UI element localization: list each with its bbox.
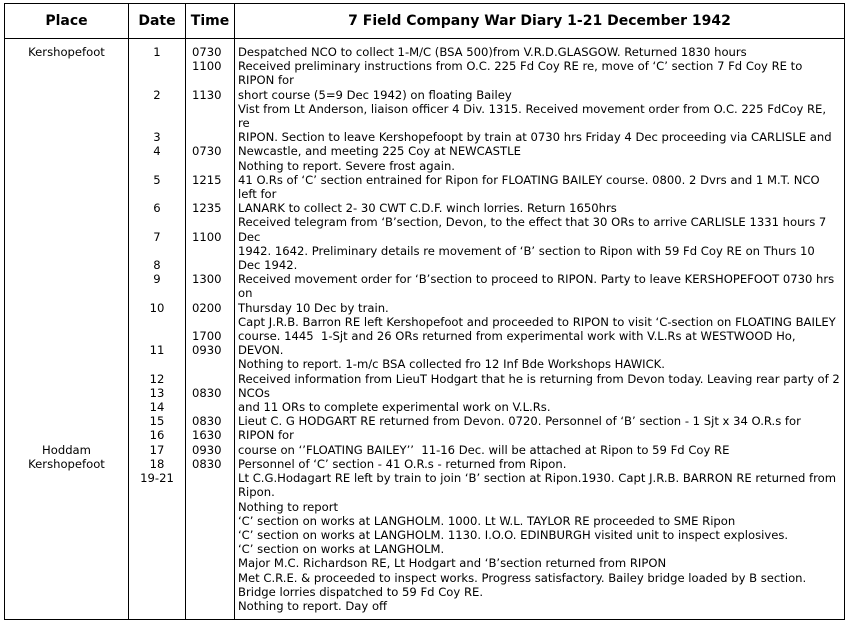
row-time: 1100 (192, 229, 222, 244)
row-entry-line: ‘C’ section on works at LANGHOLM. 1000. Lt W.L. TAYLOR RE proceeded to SME Ripon (238, 513, 736, 528)
row-date: 10 (149, 300, 165, 315)
row-entry-line: 41 O.Rs of ‘C’ section entrained for Ripon for FLOATING BAILEY course. 0800. 2 Dvrs and 1 M.T. NCO left for (238, 172, 824, 202)
header-time: Time (186, 4, 235, 39)
row-date (129, 187, 185, 201)
row-place (5, 130, 128, 144)
row-time: 1235 (192, 201, 222, 216)
row-place (5, 244, 128, 258)
row-place (5, 258, 128, 272)
war-diary-table (4, 3, 845, 620)
row-place (5, 215, 128, 229)
row-date: 13 (149, 385, 165, 400)
row-entry-line: and 11 ORs to complete experimental work on V.L.Rs. (238, 400, 551, 415)
row-place (5, 428, 128, 442)
row-time (186, 372, 234, 386)
row-place (5, 357, 128, 371)
row-time (186, 130, 234, 144)
row-time (186, 215, 234, 229)
row-entry-line: RIPON. Section to leave Kershopefoopt by train at 0730 hrs Friday 4 Dec proceeding via CARLISLE and (238, 130, 832, 145)
row-time: 1100 (192, 59, 222, 74)
row-place (5, 59, 128, 73)
header-place: Place (5, 4, 129, 39)
row-time (186, 244, 234, 258)
row-time: 1630 (192, 428, 222, 443)
row-place (5, 159, 128, 173)
row-entry-line: Lieut C. G HODGART RE returned from Devon. 0720. Personnel of ‘B’ section - 1 Sjt x 34 O.R.s for RIPON for (238, 414, 805, 443)
row-time: 1700 (192, 329, 222, 344)
row-entry-line: course on ‘’FLOATING BAILEY’’ 11-16 Dec. will be attached at Ripon to 59 Fd Coy RE (238, 442, 730, 457)
row-date (129, 357, 185, 371)
row-entry-line: Ripon. (238, 485, 275, 500)
row-place (5, 88, 128, 102)
row-time: 0930 (192, 343, 222, 358)
row-date (129, 116, 185, 130)
row-date (129, 286, 185, 300)
row-place (5, 173, 128, 187)
row-date: 12 (149, 371, 165, 386)
row-place (5, 301, 128, 315)
row-time (186, 258, 234, 272)
row-place: Hoddam (42, 442, 91, 457)
row-date: 14 (149, 400, 165, 415)
row-time (186, 400, 234, 414)
row-entry-line: 1942. 1642. Preliminary details re movement of ‘B’ section to Ripon with 59 Fd Coy RE on Thurs 10 Dec 1942. (238, 243, 819, 273)
row-entry-line: Nothing to report. 1-m/c BSA collected fro 12 Inf Bde Workshops HAWICK. (238, 357, 665, 372)
row-date (129, 244, 185, 258)
row-date: 8 (153, 258, 161, 273)
row-place (5, 187, 128, 201)
row-entry-line: ‘C’ section on works at LANGHOLM. (238, 542, 445, 557)
entry-column (235, 39, 845, 620)
row-date: 11 (149, 343, 165, 358)
header-row (5, 4, 845, 39)
header-date: Date (129, 4, 186, 39)
row-entry-line: Met C.R.E. & proceeded to inspect works. Progress satisfactory. Bailey bridge loaded by B section. (238, 570, 807, 585)
row-place (5, 230, 128, 244)
row-entry-line: Bridge lorries dispatched to 59 Fd Coy RE. (238, 584, 484, 599)
row-date: 6 (153, 201, 161, 216)
row-place (5, 329, 128, 343)
row-date: 4 (153, 144, 161, 159)
row-time: 1215 (192, 172, 222, 187)
row-time: 0730 (192, 45, 222, 59)
row-entry-line: Capt J.R.B. Barron RE left Kershopefoot and proceeded to RIPON to visit ‘C-section on FLOATING BAILEY (238, 314, 836, 329)
row-date: 3 (153, 130, 161, 145)
row-place (5, 201, 128, 215)
row-time (186, 102, 234, 116)
row-date (129, 73, 185, 87)
row-time: 0830 (192, 414, 222, 429)
row-place (5, 144, 128, 158)
row-date (129, 102, 185, 116)
row-entry-line: Major M.C. Richardson RE, Lt Hodgart and ‘B’section returned from RIPON (238, 556, 667, 571)
row-place (5, 414, 128, 428)
row-entry-line: ‘C’ section on works at LANGHOLM. 1130. I.O.O. EDINBURGH visited unit to inspect explosives. (238, 527, 789, 542)
row-date: 1 (153, 45, 161, 59)
row-entry-line: Personnel of ‘C’ section - 41 O.R.s - returned from Ripon. (238, 456, 567, 471)
row-date: 19-21 (140, 471, 174, 486)
row-entry-line: Lt C.G.Hodagart RE left by train to join ‘B’ section at Ripon.1930. Capt J.R.B. BARRON RE returned from (238, 471, 837, 486)
row-date: 7 (153, 229, 161, 244)
row-date: 15 (149, 414, 165, 429)
row-date (129, 315, 185, 329)
row-date: 5 (153, 172, 161, 187)
row-entry-line: Nothing to report. Day off (238, 598, 388, 613)
row-date: 2 (153, 87, 161, 102)
row-date (129, 159, 185, 173)
row-entry-line: course. 1445 1-Sjt and 26 ORs returned from experimental work with V.L.Rs at WESTWOOD Ho, DEVON. (238, 329, 800, 358)
row-date (129, 59, 185, 73)
row-entry-line: Received telegram from ‘B’section, Devon, to the effect that 30 ORs to arrive CARLISLE 1331 hours 7 Dec (238, 215, 830, 244)
row-time (186, 471, 234, 485)
row-date (129, 329, 185, 343)
row-entry-line: Received information from LieuT Hodgart that he is returning from Devon today. Leaving rear party of 2 NCOs (238, 371, 844, 400)
row-time: 0830 (192, 456, 222, 471)
row-place: Kershopefoot (28, 45, 105, 59)
row-time: 1130 (192, 87, 222, 102)
row-time (186, 159, 234, 173)
row-entry-line: Thursday 10 Dec by train. (238, 300, 389, 315)
row-time: 0200 (192, 300, 222, 315)
row-entry-line: Received preliminary instructions from O.C. 225 Fd Coy RE re, move of ‘C’ section 7 Fd Coy RE to RIPON for (238, 59, 806, 88)
row-place (5, 386, 128, 400)
row-entry-line: Nothing to report (238, 499, 339, 514)
row-date: 16 (149, 428, 165, 443)
row-entry-line: Vist from Lt Anderson, liaison officer 4 Div. 1315. Received movement order from O.C. 225 FdCoy RE, re (238, 101, 830, 131)
row-place (5, 372, 128, 386)
row-place (5, 272, 128, 286)
place-column (5, 39, 129, 620)
row-entry-line: Newcastle, and meeting 225 Coy at NEWCASTLE (238, 144, 521, 159)
time-column (186, 39, 235, 620)
row-entry-line: LANARK to collect 2- 30 CWT C.D.F. winch lorries. Return 1650hrs (238, 201, 617, 216)
row-time: 1300 (192, 272, 222, 287)
row-time (186, 73, 234, 87)
row-time (186, 315, 234, 329)
row-entry-line: Despatched NCO to collect 1-M/C (BSA 500)from V.R.D.GLASGOW. Returned 1830 hours (238, 45, 747, 59)
row-place (5, 102, 128, 116)
row-time (186, 187, 234, 201)
row-date: 18 (149, 456, 165, 471)
row-place (5, 286, 128, 300)
row-place: Kershopefoot (28, 456, 105, 471)
row-place (5, 343, 128, 357)
row-time: 0730 (192, 144, 222, 159)
row-place (5, 315, 128, 329)
row-time (186, 357, 234, 371)
row-place (5, 471, 128, 485)
row-entry-line: Received movement order for ‘B’section to proceed to RIPON. Party to leave KERSHOPEFOOT 0730 hrs on (238, 272, 838, 301)
row-date: 9 (153, 272, 161, 287)
row-time (186, 286, 234, 300)
row-date: 17 (149, 442, 165, 457)
header-title: 7 Field Company War Diary 1-21 December 1942 (235, 4, 845, 39)
row-time (186, 116, 234, 130)
row-time: 0930 (192, 442, 222, 457)
row-entry-line: Nothing to report. Severe frost again. (238, 158, 455, 173)
row-date (129, 215, 185, 229)
row-place (5, 73, 128, 87)
diary-body-row (5, 39, 845, 620)
row-place (5, 400, 128, 414)
row-time: 0830 (192, 385, 222, 400)
row-place (5, 116, 128, 130)
row-entry-line: short course (5=9 Dec 1942) on floating Bailey (238, 87, 512, 102)
date-column (129, 39, 186, 620)
